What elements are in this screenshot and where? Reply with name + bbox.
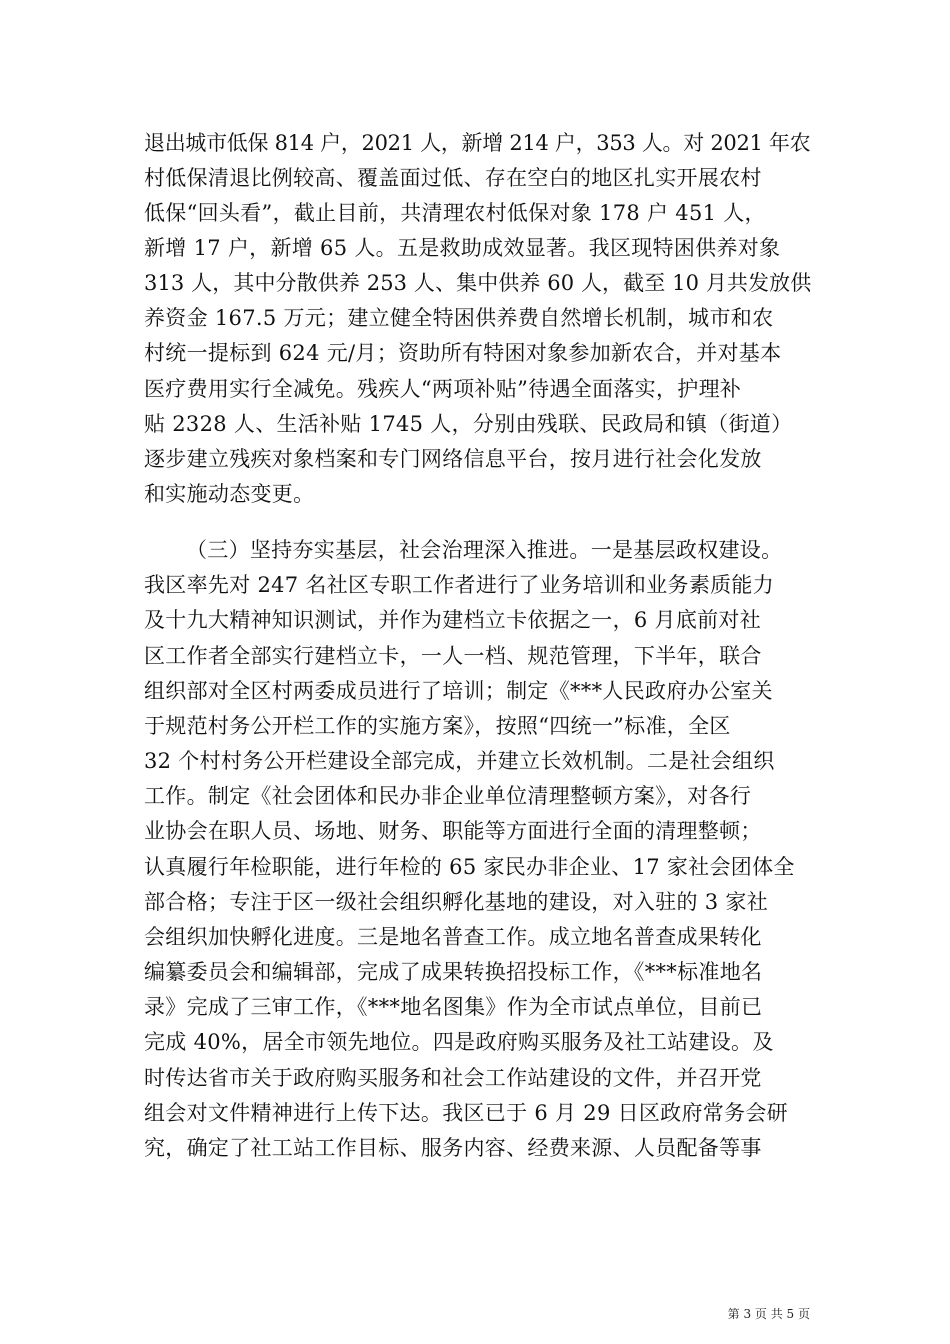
text-line: 会组织加快孵化进度。三是地名普查工作。成立地名普查成果转化	[144, 925, 762, 949]
text-line: 区工作者全部实行建档立卡，一人一档、规范管理，下半年，联合	[144, 644, 762, 668]
text-line: 业协会在职人员、场地、财务、职能等方面进行全面的清理整顿；	[144, 819, 762, 843]
text-line: 和实施动态变更。	[144, 482, 315, 506]
text-line: 村统一提标到 624 元/月；资助所有特困对象参加新农合，并对基本	[144, 341, 782, 365]
text-line: 养资金 167.5 万元；建立健全特困供养费自然增长机制，城市和农	[144, 306, 774, 330]
page-footer: 第 3 页 共 5 页	[727, 1307, 810, 1321]
text-line: 究，确定了社工站工作目标、服务内容、经费来源、人员配备等事	[144, 1136, 762, 1160]
text-line: 认真履行年检职能，进行年检的 65 家民办非企业、17 家社会团体全	[144, 855, 795, 879]
text-line: 时传达省市关于政府购买服务和社会工作站建设的文件，并召开党	[144, 1066, 762, 1090]
text-line: 逐步建立残疾对象档案和专门网络信息平台，按月进行社会化发放	[144, 447, 762, 471]
text-line: 32 个村村务公开栏建设全部完成，并建立长效机制。二是社会组织	[144, 749, 775, 773]
text-line: 编纂委员会和编辑部，完成了成果转换招投标工作，《***标准地名	[144, 960, 763, 984]
text-line: 及十九大精神知识测试，并作为建档立卡依据之一，6 月底前对社	[144, 608, 762, 632]
text-line: 新增 17 户，新增 65 人。五是救助成效显著。我区现特困供养对象	[144, 236, 781, 260]
text-line: 组会对文件精神进行上传下达。我区已于 6 月 29 日区政府常务会研	[144, 1101, 788, 1125]
text-line: 组织部对全区村两委成员进行了培训；制定《***人民政府办公室关	[144, 679, 773, 703]
text-line: 313 人，其中分散供养 253 人、集中供养 60 人，截至 10 月共发放供	[144, 271, 812, 295]
text-line: 工作。制定《社会团体和民办非企业单位清理整顿方案》，对各行	[144, 784, 752, 808]
text-line: 部合格；专注于区一级社会组织孵化基地的建设，对入驻的 3 家社	[144, 890, 769, 914]
text-line: 录》完成了三审工作，《***地名图集》作为全市试点单位，目前已	[144, 995, 763, 1019]
text-line: 低保“回头看”，截止目前，共清理农村低保对象 178 户 451 人，	[144, 201, 766, 225]
text-line: 村低保清退比例较高、覆盖面过低、存在空白的地区扎实开展农村	[144, 166, 762, 190]
text-line: 完成 40%，居全市领先地位。四是政府购买服务及社工站建设。及	[144, 1030, 774, 1054]
text-line: 贴 2328 人、生活补贴 1745 人，分别由残联、民政局和镇（街道）	[144, 412, 793, 436]
text-line: 医疗费用实行全减免。残疾人“两项补贴”待遇全面落实，护理补	[144, 377, 742, 401]
text-line: 退出城市低保 814 户，2021 人，新增 214 户，353 人。对 2021 年农	[144, 131, 811, 155]
text-line: 我区率先对 247 名社区专职工作者进行了业务培训和业务素质能力	[144, 573, 775, 597]
paragraph-heading-line: （三）坚持夯实基层，社会治理深入推进。一是基层政权建设。	[186, 538, 783, 562]
text-line: 于规范村务公开栏工作的实施方案》，按照“四统一”标准，全区	[144, 714, 731, 738]
